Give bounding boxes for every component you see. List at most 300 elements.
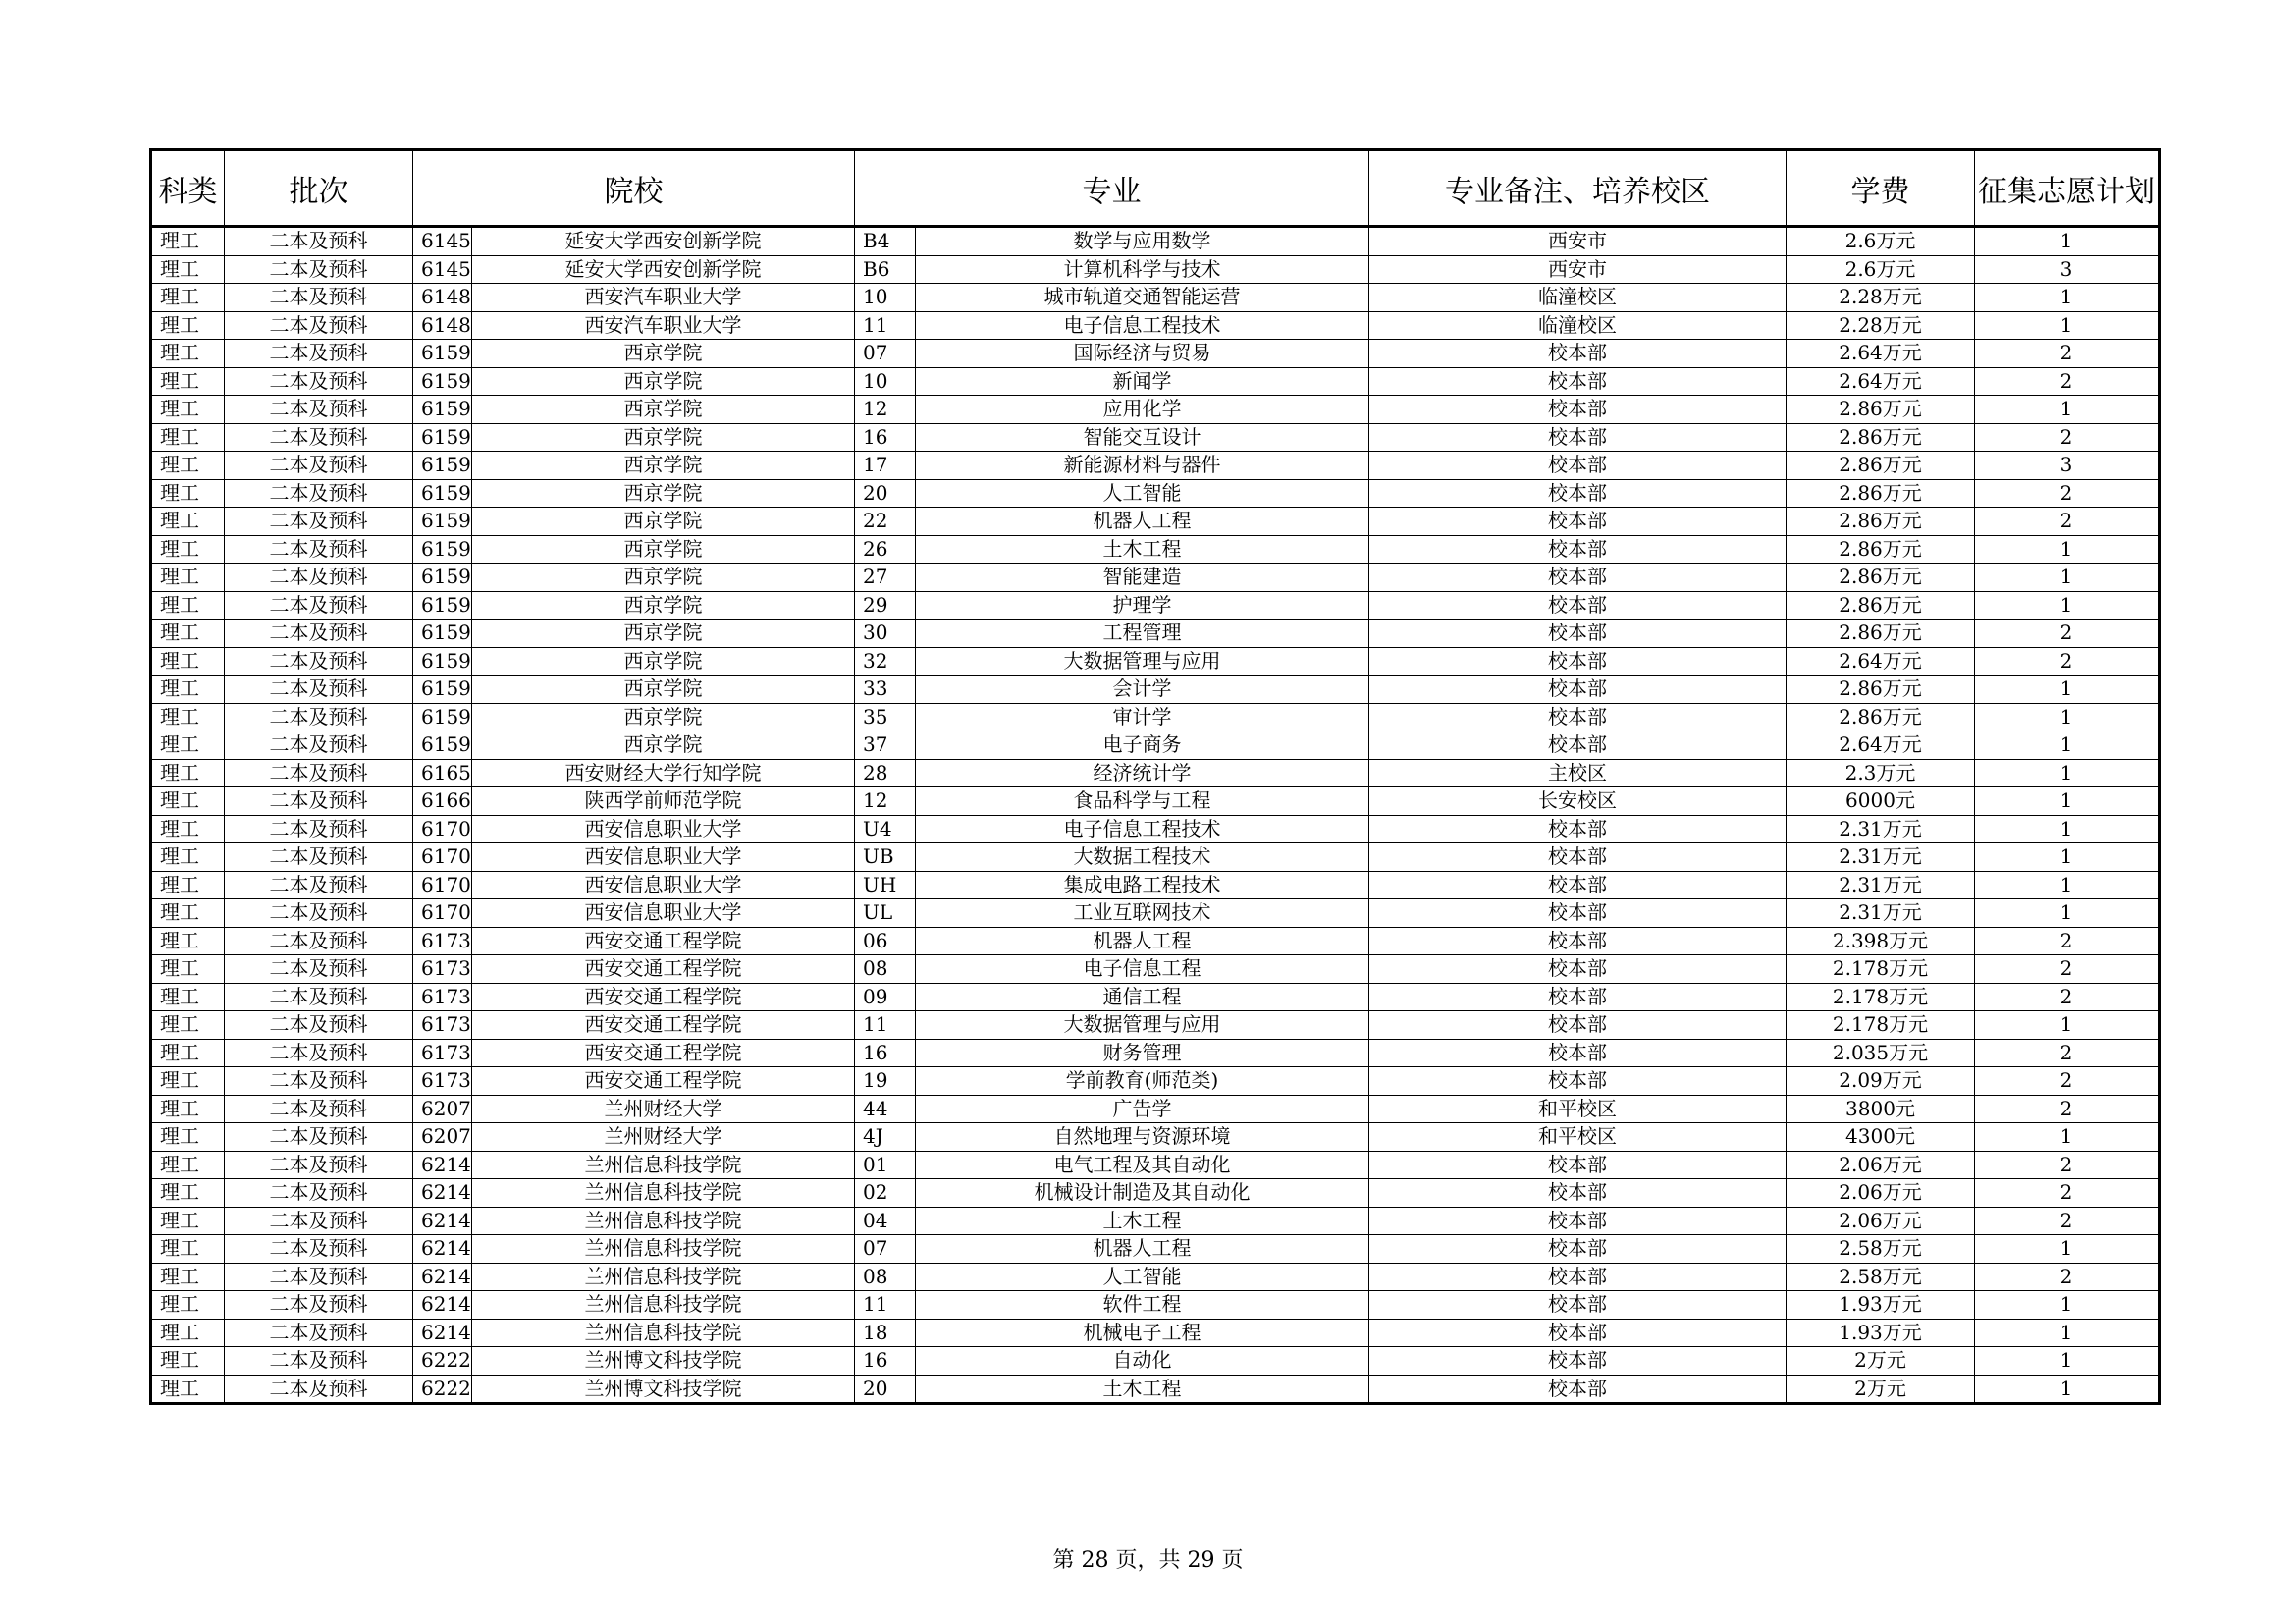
major-code-cell: B4 [855, 227, 916, 256]
major-code-cell: 17 [855, 452, 916, 480]
campus-cell: 校本部 [1369, 564, 1787, 592]
plan-count-cell: 1 [1975, 311, 2160, 340]
category-cell: 理工 [151, 1347, 225, 1376]
plan-count-cell: 2 [1975, 1151, 2160, 1179]
major-code-cell: 08 [855, 1263, 916, 1291]
school-code-cell: 6222 [413, 1375, 472, 1404]
major-code-cell: 01 [855, 1151, 916, 1179]
major-name-cell: 工业互联网技术 [916, 899, 1369, 928]
major-name-cell: 大数据工程技术 [916, 843, 1369, 872]
major-name-cell: 自动化 [916, 1347, 1369, 1376]
category-cell: 理工 [151, 452, 225, 480]
tuition-cell: 2.86万元 [1787, 396, 1975, 424]
school-code-cell: 6159 [413, 731, 472, 760]
campus-cell: 校本部 [1369, 1291, 1787, 1320]
batch-cell: 二本及预科 [225, 843, 413, 872]
category-cell: 理工 [151, 983, 225, 1011]
category-cell: 理工 [151, 843, 225, 872]
campus-cell: 校本部 [1369, 508, 1787, 536]
tuition-cell: 2.64万元 [1787, 731, 1975, 760]
batch-cell: 二本及预科 [225, 452, 413, 480]
major-code-cell: 30 [855, 620, 916, 648]
major-code-cell: 06 [855, 927, 916, 955]
major-name-cell: 机器人工程 [916, 508, 1369, 536]
header-category: 科类 [151, 150, 225, 227]
batch-cell: 二本及预科 [225, 1095, 413, 1123]
category-cell: 理工 [151, 367, 225, 396]
campus-cell: 长安校区 [1369, 787, 1787, 816]
admission-plan-table-container [149, 148, 2158, 1405]
campus-cell: 校本部 [1369, 591, 1787, 620]
major-code-cell: 16 [855, 1347, 916, 1376]
campus-cell: 校本部 [1369, 1039, 1787, 1067]
table-body [151, 227, 2160, 1404]
table-row [151, 983, 2160, 1011]
batch-cell: 二本及预科 [225, 955, 413, 984]
school-name-cell: 西京学院 [472, 479, 855, 508]
batch-cell: 二本及预科 [225, 535, 413, 564]
tuition-cell: 2.178万元 [1787, 983, 1975, 1011]
campus-cell: 校本部 [1369, 1235, 1787, 1264]
table-row [151, 815, 2160, 843]
major-code-cell: 11 [855, 311, 916, 340]
school-code-cell: 6173 [413, 927, 472, 955]
table-row [151, 703, 2160, 731]
major-name-cell: 电子商务 [916, 731, 1369, 760]
plan-count-cell: 1 [1975, 1011, 2160, 1040]
major-code-cell: 07 [855, 340, 916, 368]
major-code-cell: UH [855, 871, 916, 899]
plan-count-cell: 1 [1975, 843, 2160, 872]
table-row [151, 479, 2160, 508]
table-row [151, 340, 2160, 368]
plan-count-cell: 1 [1975, 871, 2160, 899]
tuition-cell: 3800元 [1787, 1095, 1975, 1123]
tuition-cell: 2.58万元 [1787, 1235, 1975, 1264]
school-code-cell: 6159 [413, 564, 472, 592]
tuition-cell: 2.3万元 [1787, 759, 1975, 787]
major-code-cell: 27 [855, 564, 916, 592]
table-row [151, 396, 2160, 424]
school-code-cell: 6214 [413, 1151, 472, 1179]
tuition-cell: 2.86万元 [1787, 452, 1975, 480]
school-code-cell: 6159 [413, 676, 472, 704]
batch-cell: 二本及预科 [225, 647, 413, 676]
major-code-cell: UB [855, 843, 916, 872]
school-name-cell: 西安交通工程学院 [472, 1067, 855, 1096]
category-cell: 理工 [151, 1263, 225, 1291]
tuition-cell: 2.06万元 [1787, 1179, 1975, 1208]
header-batch: 批次 [225, 150, 413, 227]
category-cell: 理工 [151, 508, 225, 536]
school-code-cell: 6207 [413, 1123, 472, 1152]
school-name-cell: 西安信息职业大学 [472, 899, 855, 928]
major-name-cell: 土木工程 [916, 1375, 1369, 1404]
major-code-cell: 32 [855, 647, 916, 676]
plan-count-cell: 1 [1975, 731, 2160, 760]
table-row [151, 676, 2160, 704]
campus-cell: 校本部 [1369, 423, 1787, 452]
category-cell: 理工 [151, 340, 225, 368]
plan-count-cell: 2 [1975, 1039, 2160, 1067]
table-row [151, 508, 2160, 536]
plan-count-cell: 2 [1975, 1067, 2160, 1096]
campus-cell: 校本部 [1369, 843, 1787, 872]
plan-count-cell: 2 [1975, 1263, 2160, 1291]
major-code-cell: 12 [855, 396, 916, 424]
major-name-cell: 机器人工程 [916, 927, 1369, 955]
major-code-cell: UL [855, 899, 916, 928]
table-row [151, 1179, 2160, 1208]
school-code-cell: 6173 [413, 983, 472, 1011]
major-name-cell: 软件工程 [916, 1291, 1369, 1320]
table-row [151, 955, 2160, 984]
major-code-cell: 10 [855, 367, 916, 396]
major-name-cell: 机械电子工程 [916, 1319, 1369, 1347]
tuition-cell: 2.86万元 [1787, 479, 1975, 508]
category-cell: 理工 [151, 535, 225, 564]
school-name-cell: 兰州信息科技学院 [472, 1207, 855, 1235]
category-cell: 理工 [151, 731, 225, 760]
header-school: 院校 [413, 150, 855, 227]
plan-count-cell: 1 [1975, 1291, 2160, 1320]
category-cell: 理工 [151, 284, 225, 312]
major-code-cell: 29 [855, 591, 916, 620]
table-row [151, 367, 2160, 396]
school-name-cell: 西京学院 [472, 452, 855, 480]
school-name-cell: 西安交通工程学院 [472, 1039, 855, 1067]
batch-cell: 二本及预科 [225, 1319, 413, 1347]
table-row [151, 899, 2160, 928]
campus-cell: 校本部 [1369, 452, 1787, 480]
school-code-cell: 6214 [413, 1319, 472, 1347]
tuition-cell: 2.86万元 [1787, 703, 1975, 731]
school-name-cell: 西京学院 [472, 703, 855, 731]
table-row [151, 647, 2160, 676]
major-name-cell: 护理学 [916, 591, 1369, 620]
campus-cell: 西安市 [1369, 227, 1787, 256]
school-name-cell: 兰州信息科技学院 [472, 1151, 855, 1179]
batch-cell: 二本及预科 [225, 1123, 413, 1152]
category-cell: 理工 [151, 564, 225, 592]
tuition-cell: 2.64万元 [1787, 340, 1975, 368]
school-name-cell: 兰州信息科技学院 [472, 1263, 855, 1291]
campus-cell: 校本部 [1369, 367, 1787, 396]
major-name-cell: 学前教育(师范类) [916, 1067, 1369, 1096]
school-name-cell: 兰州信息科技学院 [472, 1235, 855, 1264]
school-code-cell: 6148 [413, 284, 472, 312]
table-row [151, 452, 2160, 480]
plan-count-cell: 1 [1975, 564, 2160, 592]
plan-count-cell: 2 [1975, 508, 2160, 536]
major-code-cell: 4J [855, 1123, 916, 1152]
school-name-cell: 西京学院 [472, 508, 855, 536]
school-name-cell: 陕西学前师范学院 [472, 787, 855, 816]
plan-count-cell: 3 [1975, 255, 2160, 284]
header-tuition: 学费 [1787, 150, 1975, 227]
category-cell: 理工 [151, 1039, 225, 1067]
category-cell: 理工 [151, 899, 225, 928]
major-code-cell: 20 [855, 1375, 916, 1404]
campus-cell: 西安市 [1369, 255, 1787, 284]
batch-cell: 二本及预科 [225, 676, 413, 704]
category-cell: 理工 [151, 1067, 225, 1096]
major-name-cell: 新能源材料与器件 [916, 452, 1369, 480]
batch-cell: 二本及预科 [225, 1151, 413, 1179]
major-code-cell: 07 [855, 1235, 916, 1264]
plan-count-cell: 3 [1975, 452, 2160, 480]
major-name-cell: 智能建造 [916, 564, 1369, 592]
plan-count-cell: 1 [1975, 759, 2160, 787]
category-cell: 理工 [151, 676, 225, 704]
tuition-cell: 4300元 [1787, 1123, 1975, 1152]
plan-count-cell: 1 [1975, 1319, 2160, 1347]
tuition-cell: 2.178万元 [1787, 1011, 1975, 1040]
batch-cell: 二本及预科 [225, 759, 413, 787]
table-header-row [151, 150, 2160, 227]
school-code-cell: 6166 [413, 787, 472, 816]
plan-count-cell: 2 [1975, 647, 2160, 676]
campus-cell: 校本部 [1369, 396, 1787, 424]
major-name-cell: 应用化学 [916, 396, 1369, 424]
category-cell: 理工 [151, 1319, 225, 1347]
tuition-cell: 2.28万元 [1787, 311, 1975, 340]
tuition-cell: 2万元 [1787, 1375, 1975, 1404]
campus-cell: 校本部 [1369, 1375, 1787, 1404]
campus-cell: 校本部 [1369, 647, 1787, 676]
school-code-cell: 6214 [413, 1291, 472, 1320]
batch-cell: 二本及预科 [225, 1207, 413, 1235]
major-name-cell: 经济统计学 [916, 759, 1369, 787]
table-row [151, 564, 2160, 592]
table-row [151, 1375, 2160, 1404]
tuition-cell: 2.86万元 [1787, 508, 1975, 536]
plan-count-cell: 1 [1975, 1123, 2160, 1152]
category-cell: 理工 [151, 1235, 225, 1264]
tuition-cell: 2.6万元 [1787, 227, 1975, 256]
category-cell: 理工 [151, 759, 225, 787]
plan-count-cell: 1 [1975, 396, 2160, 424]
category-cell: 理工 [151, 1123, 225, 1152]
major-name-cell: 大数据管理与应用 [916, 1011, 1369, 1040]
table-row [151, 871, 2160, 899]
major-code-cell: 04 [855, 1207, 916, 1235]
major-name-cell: 机械设计制造及其自动化 [916, 1179, 1369, 1208]
school-name-cell: 兰州财经大学 [472, 1095, 855, 1123]
plan-count-cell: 2 [1975, 1179, 2160, 1208]
category-cell: 理工 [151, 955, 225, 984]
category-cell: 理工 [151, 815, 225, 843]
batch-cell: 二本及预科 [225, 367, 413, 396]
category-cell: 理工 [151, 1291, 225, 1320]
campus-cell: 校本部 [1369, 1319, 1787, 1347]
plan-count-cell: 2 [1975, 927, 2160, 955]
school-name-cell: 延安大学西安创新学院 [472, 255, 855, 284]
major-name-cell: 电子信息工程技术 [916, 815, 1369, 843]
campus-cell: 校本部 [1369, 1151, 1787, 1179]
major-name-cell: 人工智能 [916, 1263, 1369, 1291]
tuition-cell: 2.035万元 [1787, 1039, 1975, 1067]
batch-cell: 二本及预科 [225, 508, 413, 536]
plan-count-cell: 2 [1975, 620, 2160, 648]
tuition-cell: 2.86万元 [1787, 564, 1975, 592]
batch-cell: 二本及预科 [225, 1375, 413, 1404]
school-name-cell: 兰州信息科技学院 [472, 1291, 855, 1320]
school-name-cell: 西安财经大学行知学院 [472, 759, 855, 787]
tuition-cell: 2.31万元 [1787, 871, 1975, 899]
table-row [151, 1347, 2160, 1376]
table-row [151, 591, 2160, 620]
major-code-cell: 02 [855, 1179, 916, 1208]
plan-count-cell: 1 [1975, 815, 2160, 843]
major-name-cell: 电子信息工程技术 [916, 311, 1369, 340]
major-code-cell: 09 [855, 983, 916, 1011]
tuition-cell: 1.93万元 [1787, 1319, 1975, 1347]
school-code-cell: 6214 [413, 1179, 472, 1208]
major-code-cell: 28 [855, 759, 916, 787]
school-name-cell: 西京学院 [472, 591, 855, 620]
school-code-cell: 6145 [413, 227, 472, 256]
tuition-cell: 2.178万元 [1787, 955, 1975, 984]
batch-cell: 二本及预科 [225, 591, 413, 620]
plan-count-cell: 1 [1975, 535, 2160, 564]
plan-count-cell: 2 [1975, 367, 2160, 396]
major-name-cell: 城市轨道交通智能运营 [916, 284, 1369, 312]
campus-cell: 和平校区 [1369, 1095, 1787, 1123]
major-name-cell: 工程管理 [916, 620, 1369, 648]
campus-cell: 校本部 [1369, 1263, 1787, 1291]
batch-cell: 二本及预科 [225, 1039, 413, 1067]
tuition-cell: 2.09万元 [1787, 1067, 1975, 1096]
major-code-cell: 44 [855, 1095, 916, 1123]
campus-cell: 校本部 [1369, 815, 1787, 843]
tuition-cell: 6000元 [1787, 787, 1975, 816]
school-code-cell: 6159 [413, 396, 472, 424]
major-code-cell: 22 [855, 508, 916, 536]
school-name-cell: 兰州博文科技学院 [472, 1347, 855, 1376]
plan-count-cell: 1 [1975, 703, 2160, 731]
plan-count-cell: 1 [1975, 1347, 2160, 1376]
major-code-cell: 37 [855, 731, 916, 760]
plan-count-cell: 2 [1975, 1207, 2160, 1235]
tuition-cell: 2万元 [1787, 1347, 1975, 1376]
tuition-cell: 2.398万元 [1787, 927, 1975, 955]
campus-cell: 校本部 [1369, 479, 1787, 508]
batch-cell: 二本及预科 [225, 899, 413, 928]
category-cell: 理工 [151, 703, 225, 731]
major-name-cell: 机器人工程 [916, 1235, 1369, 1264]
major-name-cell: 国际经济与贸易 [916, 340, 1369, 368]
major-name-cell: 电子信息工程 [916, 955, 1369, 984]
tuition-cell: 2.31万元 [1787, 899, 1975, 928]
category-cell: 理工 [151, 227, 225, 256]
campus-cell: 校本部 [1369, 927, 1787, 955]
category-cell: 理工 [151, 927, 225, 955]
major-name-cell: 自然地理与资源环境 [916, 1123, 1369, 1152]
tuition-cell: 2.6万元 [1787, 255, 1975, 284]
batch-cell: 二本及预科 [225, 311, 413, 340]
batch-cell: 二本及预科 [225, 396, 413, 424]
campus-cell: 校本部 [1369, 1347, 1787, 1376]
plan-count-cell: 1 [1975, 591, 2160, 620]
campus-cell: 校本部 [1369, 1067, 1787, 1096]
table-row [151, 1067, 2160, 1096]
batch-cell: 二本及预科 [225, 340, 413, 368]
school-code-cell: 6159 [413, 423, 472, 452]
plan-count-cell: 2 [1975, 955, 2160, 984]
campus-cell: 校本部 [1369, 955, 1787, 984]
major-name-cell: 食品科学与工程 [916, 787, 1369, 816]
category-cell: 理工 [151, 1207, 225, 1235]
batch-cell: 二本及预科 [225, 731, 413, 760]
school-code-cell: 6173 [413, 1067, 472, 1096]
batch-cell: 二本及预科 [225, 284, 413, 312]
school-name-cell: 西安交通工程学院 [472, 955, 855, 984]
school-code-cell: 6173 [413, 1011, 472, 1040]
table-row [151, 1291, 2160, 1320]
school-name-cell: 西安交通工程学院 [472, 1011, 855, 1040]
campus-cell: 校本部 [1369, 899, 1787, 928]
major-name-cell: 新闻学 [916, 367, 1369, 396]
batch-cell: 二本及预科 [225, 1291, 413, 1320]
table-row [151, 1095, 2160, 1123]
category-cell: 理工 [151, 1095, 225, 1123]
batch-cell: 二本及预科 [225, 1011, 413, 1040]
school-code-cell: 6159 [413, 452, 472, 480]
plan-count-cell: 1 [1975, 676, 2160, 704]
school-code-cell: 6148 [413, 311, 472, 340]
campus-cell: 校本部 [1369, 871, 1787, 899]
table-row [151, 255, 2160, 284]
major-name-cell: 审计学 [916, 703, 1369, 731]
school-code-cell: 6159 [413, 535, 472, 564]
batch-cell: 二本及预科 [225, 983, 413, 1011]
major-code-cell: 11 [855, 1011, 916, 1040]
school-name-cell: 西安汽车职业大学 [472, 284, 855, 312]
school-code-cell: 6165 [413, 759, 472, 787]
major-name-cell: 广告学 [916, 1095, 1369, 1123]
campus-cell: 和平校区 [1369, 1123, 1787, 1152]
campus-cell: 校本部 [1369, 535, 1787, 564]
major-code-cell: 33 [855, 676, 916, 704]
school-code-cell: 6159 [413, 703, 472, 731]
category-cell: 理工 [151, 311, 225, 340]
plan-count-cell: 2 [1975, 479, 2160, 508]
major-name-cell: 智能交互设计 [916, 423, 1369, 452]
batch-cell: 二本及预科 [225, 815, 413, 843]
school-code-cell: 6214 [413, 1235, 472, 1264]
category-cell: 理工 [151, 1375, 225, 1404]
school-code-cell: 6159 [413, 340, 472, 368]
category-cell: 理工 [151, 1011, 225, 1040]
school-name-cell: 延安大学西安创新学院 [472, 227, 855, 256]
major-name-cell: 通信工程 [916, 983, 1369, 1011]
school-name-cell: 西安信息职业大学 [472, 871, 855, 899]
tuition-cell: 2.86万元 [1787, 620, 1975, 648]
tuition-cell: 2.86万元 [1787, 591, 1975, 620]
school-code-cell: 6214 [413, 1263, 472, 1291]
major-code-cell: 35 [855, 703, 916, 731]
school-code-cell: 6170 [413, 843, 472, 872]
table-row [151, 535, 2160, 564]
school-code-cell: 6159 [413, 591, 472, 620]
admission-plan-table [149, 148, 2161, 1405]
table-row [151, 759, 2160, 787]
header-major: 专业 [855, 150, 1369, 227]
major-code-cell: U4 [855, 815, 916, 843]
school-code-cell: 6170 [413, 899, 472, 928]
school-name-cell: 兰州博文科技学院 [472, 1375, 855, 1404]
